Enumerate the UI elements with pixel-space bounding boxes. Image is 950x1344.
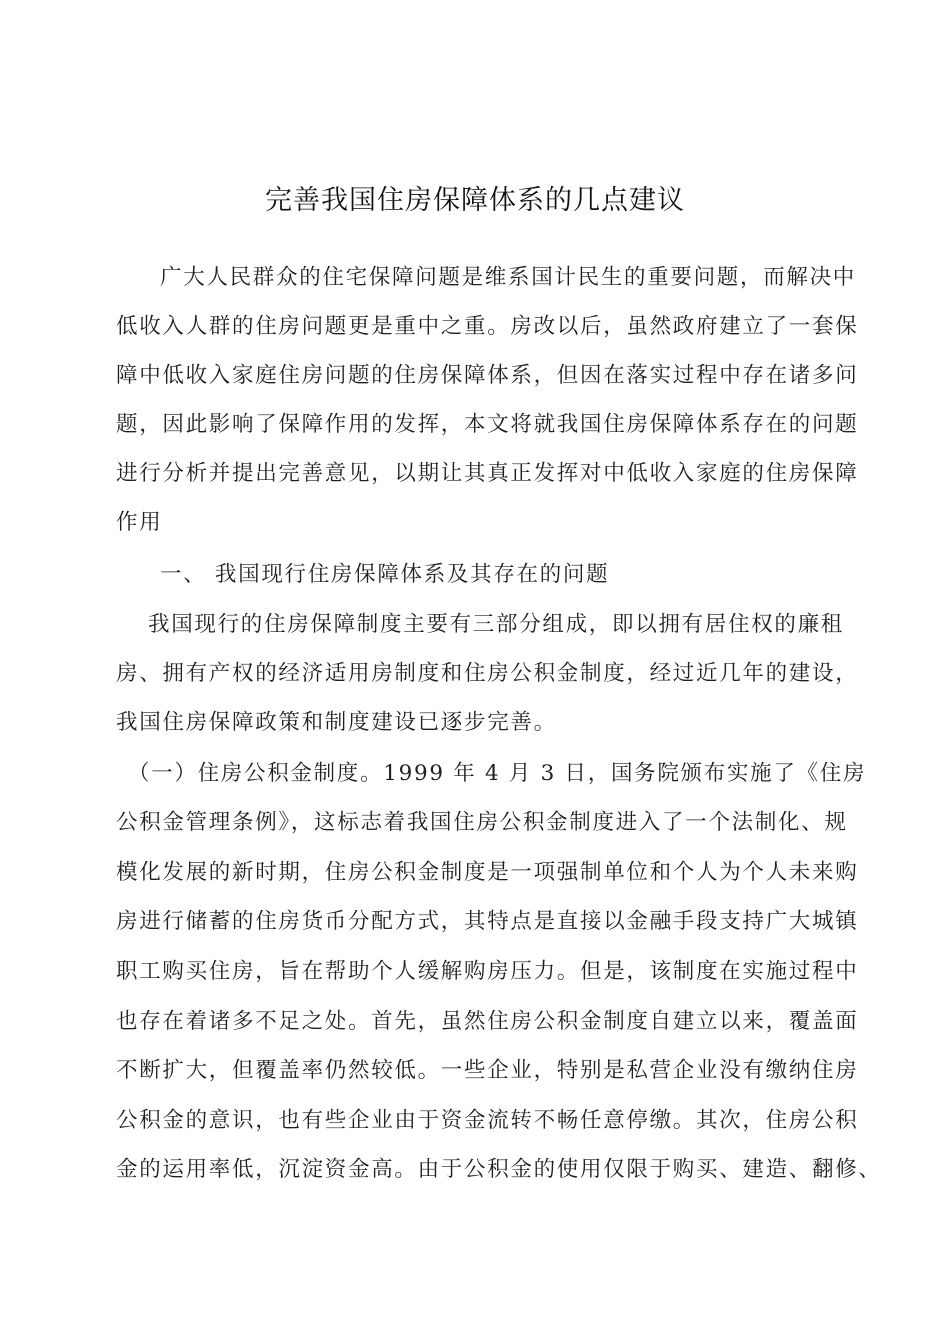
- paragraph-3-line: 职工购买住房，旨在帮助个人缓解购房压力。但是，该制度在实施过程中: [116, 959, 859, 984]
- paragraph-1-line: 进行分析并提出完善意见，以期让其真正发挥对中低收入家庭的住房保障: [116, 461, 859, 486]
- paragraph-1-line: 低收入人群的住房问题更是重中之重。房改以后，虽然政府建立了一套保: [116, 314, 859, 339]
- paragraph-1-line: 作用: [116, 510, 163, 535]
- paragraph-2-line: 我国住房保障政策和制度建设已逐步完善。: [116, 710, 557, 735]
- section-heading: 一、 我国现行住房保障体系及其存在的问题: [160, 562, 610, 587]
- paragraph-3-line: 不断扩大，但覆盖率仍然较低。一些企业，特别是私营企业没有缴纳住房: [116, 1058, 859, 1083]
- paragraph-3-line: 公积金管理条例》，这标志着我国住房公积金制度进入了一个法制化、规: [116, 810, 848, 835]
- paragraph-1-line: 障中低收入家庭住房问题的住房保障体系，但因在落实过程中存在诸多问: [116, 363, 859, 388]
- paragraph-3-line: 金的运用率低，沉淀资金高。由于公积金的使用仅限于购买、建造、翻修、: [116, 1157, 882, 1182]
- paragraph-2-line: 房、拥有产权的经济适用房制度和住房公积金制度，经过近几年的建设，: [116, 661, 859, 686]
- paragraph-3-line: 房进行储蓄的住房货币分配方式，其特点是直接以金融手段支持广大城镇: [116, 909, 859, 934]
- paragraph-1-line: 广大人民群众的住宅保障问题是维系国计民生的重要问题，而解决中: [160, 265, 857, 290]
- paragraph-3-line: 也存在着诸多不足之处。首先，虽然住房公积金制度自建立以来，覆盖面: [116, 1009, 859, 1034]
- paragraph-3-line: （一）住房公积金制度。1999 年 4 月 3 日，国务院颁布实施了《住房: [128, 761, 867, 786]
- paragraph-3-line: 公积金的意识，也有些企业由于资金流转不畅任意停缴。其次，住房公积: [116, 1108, 859, 1133]
- paragraph-1-line: 题，因此影响了保障作用的发挥，本文将就我国住房保障体系存在的问题: [116, 412, 859, 437]
- paragraph-3-line: 模化发展的新时期，住房公积金制度是一项强制单位和个人为个人未来购: [116, 860, 859, 885]
- paragraph-2-line: 我国现行的住房保障制度主要有三部分组成，即以拥有居住权的廉租: [148, 612, 845, 637]
- document-title: 完善我国住房保障体系的几点建议: [265, 185, 685, 216]
